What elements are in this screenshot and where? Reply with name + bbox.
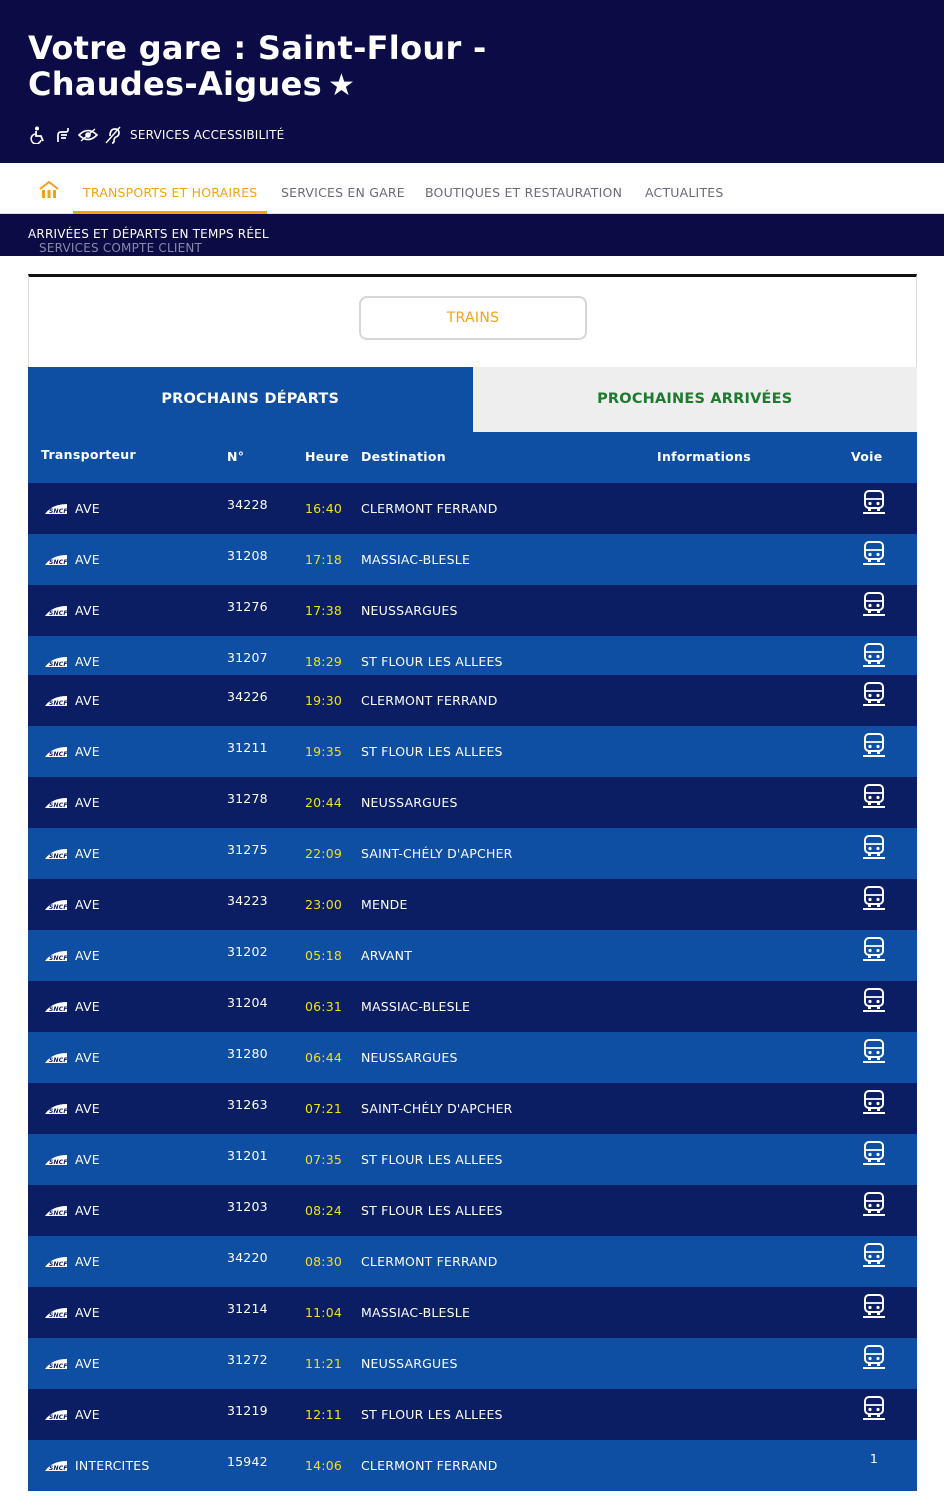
train-number-cell: 34226: [227, 689, 268, 704]
sncf-logo-icon: [44, 656, 68, 668]
sncf-logo-icon: [44, 503, 68, 515]
bus-icon: [862, 1140, 886, 1166]
table-row[interactable]: [28, 930, 917, 981]
svg-text:SNCF: SNCF: [49, 508, 68, 515]
time-cell: 06:31: [305, 999, 343, 1014]
svg-text:SNCF: SNCF: [49, 1414, 68, 1421]
train-number-cell: 34228: [227, 497, 268, 512]
carrier-cell: AVE: [75, 1152, 100, 1167]
sncf-logo-icon: [44, 1001, 68, 1013]
sncf-logo-icon: [44, 1307, 68, 1319]
carrier-cell: AVE: [75, 693, 100, 708]
time-cell: 11:21: [305, 1356, 343, 1371]
table-row[interactable]: [28, 1287, 917, 1338]
time-cell: 22:09: [305, 846, 343, 861]
destination-cell: CLERMONT FERRAND: [361, 1254, 498, 1269]
main-navigation: [0, 163, 944, 214]
carrier-cell: AVE: [75, 654, 100, 669]
train-number-cell: 31207: [227, 650, 268, 665]
svg-text:SNCF: SNCF: [49, 955, 68, 962]
train-number-cell: 34220: [227, 1250, 268, 1265]
svg-text:SNCF: SNCF: [49, 1261, 68, 1268]
train-number-cell: 31278: [227, 791, 268, 806]
column-header-carrier: Transporteur: [41, 447, 136, 462]
table-row[interactable]: [28, 981, 917, 1032]
svg-text:SNCF: SNCF: [49, 904, 68, 911]
sncf-logo-icon: [44, 1256, 68, 1268]
destination-cell: ST FLOUR LES ALLEES: [361, 1203, 503, 1218]
nav-item-transports[interactable]: TRANSPORTS ET HORAIRES: [73, 163, 267, 214]
carrier-cell: AVE: [75, 1305, 100, 1320]
nav-item-services[interactable]: SERVICES EN GARE: [281, 185, 405, 200]
destination-cell: ST FLOUR LES ALLEES: [361, 1407, 503, 1422]
home-icon[interactable]: [38, 180, 60, 200]
train-number-cell: 31214: [227, 1301, 268, 1316]
column-header-platform: Voie: [851, 449, 883, 464]
sncf-logo-icon: [44, 1358, 68, 1370]
train-number-cell: 31211: [227, 740, 268, 755]
table-row[interactable]: [28, 1338, 917, 1389]
train-number-cell: 31201: [227, 1148, 268, 1163]
accessibility-label: SERVICES ACCESSIBILITÉ: [130, 128, 285, 142]
carrier-cell: INTERCITES: [75, 1458, 150, 1473]
bus-icon: [862, 540, 886, 566]
carrier-cell: AVE: [75, 501, 100, 516]
train-number-cell: 31263: [227, 1097, 268, 1112]
sncf-logo-icon: [44, 554, 68, 566]
table-row[interactable]: [28, 726, 917, 777]
sncf-logo-icon: [44, 950, 68, 962]
table-row[interactable]: [28, 1236, 917, 1287]
carrier-cell: AVE: [75, 846, 100, 861]
train-number-cell: 31276: [227, 599, 268, 614]
svg-text:SNCF: SNCF: [49, 1057, 68, 1064]
svg-text:SNCF: SNCF: [49, 751, 68, 758]
destination-cell: CLERMONT FERRAND: [361, 693, 498, 708]
train-number-cell: 34223: [227, 893, 268, 908]
bus-icon: [862, 681, 886, 707]
table-row[interactable]: [28, 483, 917, 534]
board-tabs: [28, 367, 917, 432]
destination-cell: NEUSSARGUES: [361, 1050, 458, 1065]
destination-cell: ST FLOUR LES ALLEES: [361, 744, 503, 759]
column-header-time: Heure: [305, 449, 349, 464]
sncf-logo-icon: [44, 1052, 68, 1064]
carrier-cell: AVE: [75, 1254, 100, 1269]
hearing-icon: [103, 125, 123, 145]
accessibility-services-link[interactable]: [28, 124, 284, 146]
svg-text:SNCF: SNCF: [49, 853, 68, 860]
low-vision-icon: [78, 125, 98, 145]
sncf-logo-icon: [44, 848, 68, 860]
svg-text:SNCF: SNCF: [49, 700, 68, 707]
time-cell: 19:35: [305, 744, 343, 759]
table-row[interactable]: [28, 1032, 917, 1083]
destination-cell: CLERMONT FERRAND: [361, 501, 498, 516]
time-cell: 08:24: [305, 1203, 343, 1218]
table-header: [28, 432, 917, 483]
bus-icon: [862, 1344, 886, 1370]
platform-cell: 1: [869, 1451, 879, 1466]
time-cell: 17:18: [305, 552, 343, 567]
subnav-realtime-link[interactable]: ARRIVÉES ET DÉPARTS EN TEMPS RÉEL: [28, 227, 269, 241]
page-title: [28, 30, 648, 104]
train-number-cell: 31203: [227, 1199, 268, 1214]
train-number-cell: 31208: [227, 548, 268, 563]
time-cell: 08:30: [305, 1254, 343, 1269]
destination-cell: MASSIAC-BLESLE: [361, 552, 471, 567]
sncf-logo-icon: [44, 1103, 68, 1115]
carrier-cell: AVE: [75, 1203, 100, 1218]
svg-text:SNCF: SNCF: [49, 661, 68, 668]
sncf-logo-icon: [44, 1460, 68, 1472]
bus-icon: [862, 885, 886, 911]
sncf-logo-icon: [44, 797, 68, 809]
sncf-logo-icon: [44, 605, 68, 617]
time-cell: 18:29: [305, 654, 343, 669]
sncf-logo-icon: [44, 1205, 68, 1217]
carrier-cell: AVE: [75, 1050, 100, 1065]
table-row[interactable]: [28, 1185, 917, 1236]
destination-cell: ARVANT: [361, 948, 413, 963]
destination-cell: NEUSSARGUES: [361, 1356, 458, 1371]
svg-text:SNCF: SNCF: [49, 610, 68, 617]
svg-text:SNCF: SNCF: [49, 1159, 68, 1166]
bus-icon: [862, 1038, 886, 1064]
destination-cell: ST FLOUR LES ALLEES: [361, 654, 503, 669]
carrier-cell: AVE: [75, 603, 100, 618]
svg-text:SNCF: SNCF: [49, 1006, 68, 1013]
sncf-logo-icon: [44, 746, 68, 758]
column-header-info: Informations: [657, 449, 751, 464]
sign-language-icon: [53, 125, 73, 145]
favorite-star-icon[interactable]: ★: [327, 68, 356, 103]
bus-icon: [862, 1395, 886, 1421]
sncf-logo-icon: [44, 1154, 68, 1166]
board-mode-selector: [28, 274, 917, 368]
tab-departures[interactable]: PROCHAINS DÉPARTS: [28, 367, 473, 432]
svg-text:SNCF: SNCF: [49, 1465, 68, 1472]
sub-navigation: [0, 214, 944, 256]
column-header-number: N°: [227, 449, 245, 464]
carrier-cell: AVE: [75, 1101, 100, 1116]
carrier-cell: AVE: [75, 1356, 100, 1371]
train-number-cell: 31219: [227, 1403, 268, 1418]
table-row[interactable]: [28, 1083, 917, 1134]
bus-icon: [862, 591, 886, 617]
time-cell: 05:18: [305, 948, 343, 963]
svg-text:SNCF: SNCF: [49, 1312, 68, 1319]
tab-arrivals[interactable]: PROCHAINES ARRIVÉES: [473, 367, 918, 432]
station-header: [0, 0, 944, 163]
carrier-cell: AVE: [75, 744, 100, 759]
time-cell: 23:00: [305, 897, 343, 912]
destination-cell: SAINT-CHÉLY D'APCHER: [361, 846, 513, 861]
nav-item-boutiques[interactable]: BOUTIQUES ET RESTAURATION: [425, 185, 623, 200]
nav-item-actualites[interactable]: ACTUALITES: [645, 185, 724, 200]
departure-board: [28, 274, 917, 1500]
carrier-cell: AVE: [75, 795, 100, 810]
time-cell: 19:30: [305, 693, 343, 708]
carrier-cell: AVE: [75, 552, 100, 567]
table-row[interactable]: [28, 1134, 917, 1185]
destination-cell: MENDE: [361, 897, 408, 912]
bus-icon: [862, 1293, 886, 1319]
bus-icon: [862, 1089, 886, 1115]
svg-text:SNCF: SNCF: [49, 802, 68, 809]
train-number-cell: 31202: [227, 944, 268, 959]
carrier-cell: AVE: [75, 999, 100, 1014]
time-cell: 11:04: [305, 1305, 343, 1320]
svg-text:SNCF: SNCF: [49, 1108, 68, 1115]
bus-icon: [862, 936, 886, 962]
time-cell: 07:35: [305, 1152, 343, 1167]
bus-icon: [862, 642, 886, 668]
destination-cell: MASSIAC-BLESLE: [361, 1305, 471, 1320]
column-header-destination: Destination: [361, 449, 446, 464]
table-row[interactable]: [28, 675, 917, 726]
bus-icon: [862, 489, 886, 515]
table-row[interactable]: [28, 1440, 917, 1491]
time-cell: 12:11: [305, 1407, 343, 1422]
subnav-customer-services-link[interactable]: SERVICES COMPTE CLIENT: [39, 241, 203, 255]
table-row[interactable]: [28, 777, 917, 828]
train-number-cell: 31272: [227, 1352, 268, 1367]
sncf-logo-icon: [44, 899, 68, 911]
carrier-cell: AVE: [75, 897, 100, 912]
time-cell: 07:21: [305, 1101, 343, 1116]
destination-cell: SAINT-CHÉLY D'APCHER: [361, 1101, 513, 1116]
destination-cell: ST FLOUR LES ALLEES: [361, 1152, 503, 1167]
bus-icon: [862, 732, 886, 758]
train-number-cell: 31280: [227, 1046, 268, 1061]
train-number-cell: 15942: [227, 1454, 268, 1469]
svg-text:SNCF: SNCF: [49, 1363, 68, 1370]
table-row[interactable]: [28, 879, 917, 930]
svg-text:SNCF: SNCF: [49, 1210, 68, 1217]
table-row[interactable]: [28, 828, 917, 879]
destination-cell: NEUSSARGUES: [361, 603, 458, 618]
carrier-cell: AVE: [75, 1407, 100, 1422]
destination-cell: NEUSSARGUES: [361, 795, 458, 810]
time-cell: 14:06: [305, 1458, 343, 1473]
svg-text:SNCF: SNCF: [49, 559, 68, 566]
trains-button[interactable]: TRAINS: [359, 296, 587, 340]
bus-icon: [862, 783, 886, 809]
time-cell: 16:40: [305, 501, 343, 516]
time-cell: 06:44: [305, 1050, 343, 1065]
train-number-cell: 31204: [227, 995, 268, 1010]
station-name: Votre gare : Saint-Flour - Chaudes-Aigues: [28, 29, 487, 103]
time-cell: 20:44: [305, 795, 343, 810]
table-row[interactable]: [28, 585, 917, 636]
destination-cell: CLERMONT FERRAND: [361, 1458, 498, 1473]
bus-icon: [862, 1191, 886, 1217]
wheelchair-icon: [28, 125, 48, 145]
table-row[interactable]: [28, 1389, 917, 1440]
sncf-logo-icon: [44, 695, 68, 707]
table-row[interactable]: [28, 534, 917, 585]
bus-icon: [862, 1242, 886, 1268]
bus-icon: [862, 987, 886, 1013]
time-cell: 17:38: [305, 603, 343, 618]
sncf-logo-icon: [44, 1409, 68, 1421]
carrier-cell: AVE: [75, 948, 100, 963]
destination-cell: MASSIAC-BLESLE: [361, 999, 471, 1014]
train-number-cell: 31275: [227, 842, 268, 857]
bus-icon: [862, 834, 886, 860]
